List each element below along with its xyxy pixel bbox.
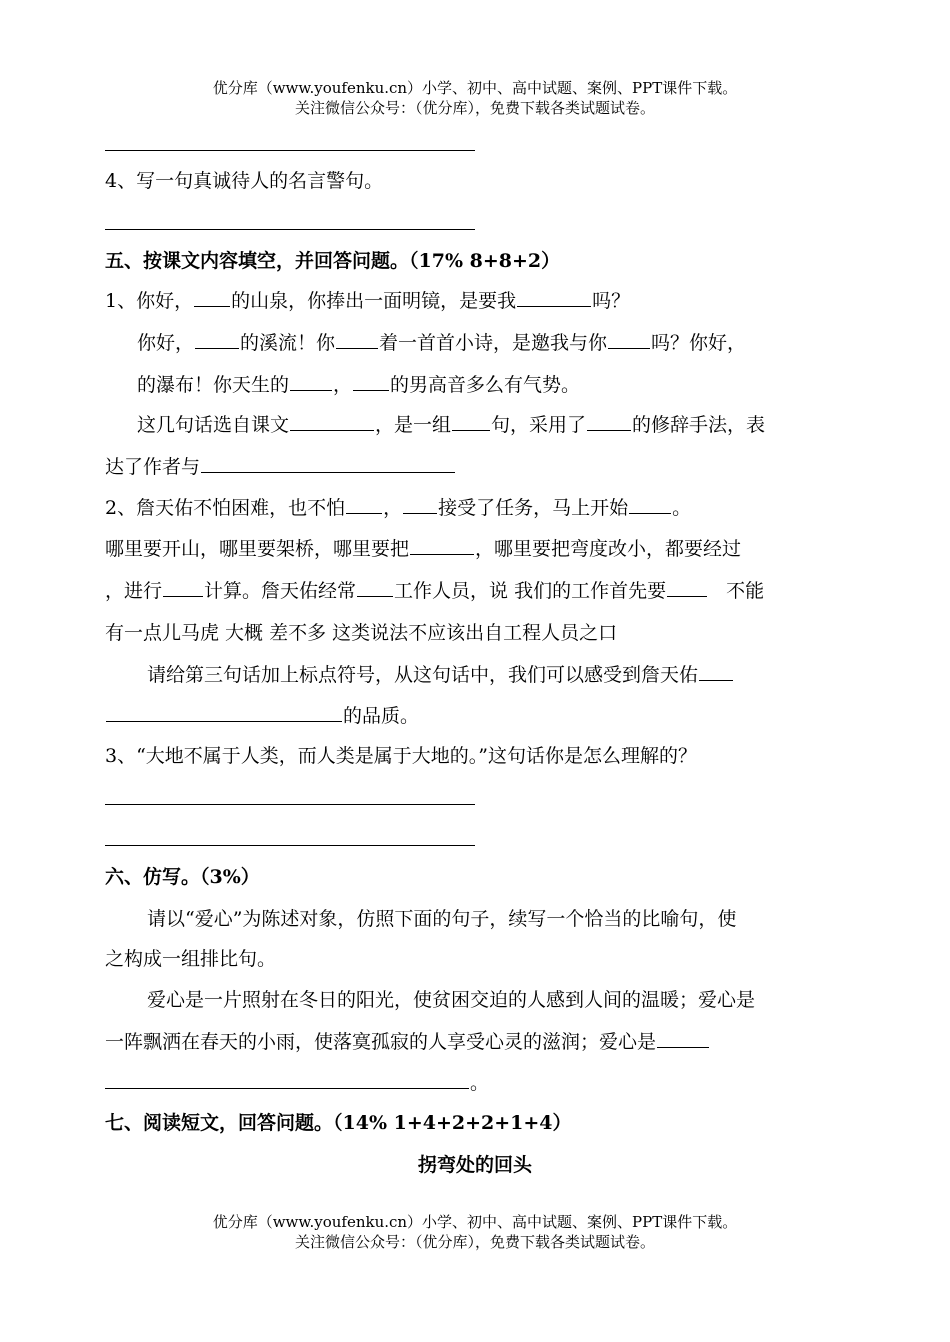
fill-blank[interactable] [194,288,230,307]
fill-blank[interactable] [105,1070,469,1089]
text: 1、你好， [105,290,194,312]
text: 的男高音多么有气势。 [390,374,581,396]
header-line-2: 关注微信公众号：（优分库），免费下载各类试题试卷。 [294,99,655,117]
text: 请给第三句话加上标点符号，从这句话中，我们可以感受到詹天佑 [147,664,699,686]
text: 的品质。 [343,705,420,727]
s5-q2-line-2 [105,536,741,562]
s5-q2-line-1 [105,495,691,521]
s5-q1-line-1 [105,288,630,314]
question-4: 4、写一句真诚待人的名言警句。 [105,170,384,192]
text: 。 [470,1072,490,1094]
text: 。 [672,497,692,519]
passage-title: 拐弯处的回头 [417,1154,532,1176]
footer-line-1: 优分库（www.youfenku.cn）小学、初中、高中试题、案例、PPT课件下载。 [212,1213,738,1231]
text: 吗？你好， [651,332,747,354]
s5-q1-line-2 [137,330,746,356]
fill-blank[interactable] [357,578,393,597]
text: 不能 [726,580,765,602]
s5-q1-line-4 [137,412,765,438]
answer-line[interactable] [105,845,475,846]
text: 你好， [137,332,195,354]
s5-q1-line-3 [137,372,580,398]
fill-blank[interactable] [163,578,203,597]
text: 这几句话选自课文 [137,414,290,436]
fill-blank[interactable] [290,372,332,391]
answer-line[interactable] [105,150,475,151]
fill-blank[interactable] [353,372,389,391]
text: ，哪里要把弯度改小，都要经过 [475,538,742,560]
text: 句，采用了 [491,414,587,436]
fill-blank[interactable] [346,495,382,514]
s5-q2-line-4: 有一点儿马虎 大概 差不多 这类说法不应该出自工程人员之口 [105,622,618,644]
text: 的瀑布！你天生的 [137,374,290,396]
text: ， [383,497,403,519]
section-6-heading: 六、仿写。（3%） [105,866,260,888]
fill-blank[interactable] [629,495,671,514]
fill-blank[interactable] [667,578,707,597]
fill-blank[interactable] [290,412,374,431]
footer-line-2: 关注微信公众号：（优分库），免费下载各类试题试卷。 [294,1233,655,1251]
fill-blank[interactable] [452,412,490,431]
text: 的修辞手法，表 [632,414,766,436]
fill-blank[interactable] [403,495,437,514]
answer-line[interactable] [105,229,475,230]
fill-blank[interactable] [201,454,455,473]
text: ， [333,374,353,396]
fill-blank[interactable] [195,330,239,349]
s5-question-3: 3、“大地不属于人类，而人类是属于大地的。”这句话你是怎么理解的？ [105,745,698,767]
fill-blank[interactable] [608,330,650,349]
answer-line[interactable] [105,804,475,805]
s6-para-1-line-2: 之构成一组排比句。 [105,948,277,970]
s6-para-1-line-1: 请以“爱心”为陈述对象，仿照下面的句子，续写一个恰当的比喻句，使 [147,908,737,930]
fill-blank[interactable] [336,330,378,349]
text: 哪里要开山，哪里要架桥，哪里要把 [105,538,410,560]
text: 2、詹天佑不怕困难，也不怕 [105,497,346,519]
text: ，是一组 [375,414,452,436]
text: 的山泉，你捧出一面明镜，是要我 [231,290,517,312]
s5-q2-line-5 [147,662,734,688]
text: 着一首首小诗，是邀我与你 [379,332,608,354]
text: 的溪流！你 [240,332,336,354]
section-5-heading: 五、按课文内容填空，并回答问题。（17% 8+8+2） [105,250,561,272]
s6-para-2-line-3 [105,1070,489,1096]
text: 达了作者与 [105,456,201,478]
s5-q2-line-3 [105,578,764,604]
s6-para-2-line-2 [105,1029,710,1055]
fill-blank[interactable] [699,662,733,681]
text: 计算。詹天佑经常 [204,580,357,602]
section-7-heading: 七、阅读短文，回答问题。（14% 1+4+2+2+1+4） [105,1112,572,1134]
fill-blank[interactable] [517,288,591,307]
s5-q1-line-5 [105,454,456,480]
fill-blank[interactable] [587,412,631,431]
text: ，进行 [105,580,163,602]
fill-blank[interactable] [410,536,474,555]
s6-para-2-line-1: 爱心是一片照射在冬日的阳光，使贫困交迫的人感到人间的温暖；爱心是 [147,989,756,1011]
fill-blank[interactable] [657,1029,709,1048]
text: 工作人员，说 我们的工作首先要 [394,580,667,602]
text: 一阵飘洒在春天的小雨，使落寞孤寂的人享受心灵的滋润；爱心是 [105,1031,657,1053]
text: 吗？ [592,290,631,312]
text: 接受了任务，马上开始 [438,497,629,519]
header-line-1: 优分库（www.youfenku.cn）小学、初中、高中试题、案例、PPT课件下载。 [212,79,738,97]
s5-q2-line-6 [105,703,419,729]
fill-blank[interactable] [106,703,342,722]
